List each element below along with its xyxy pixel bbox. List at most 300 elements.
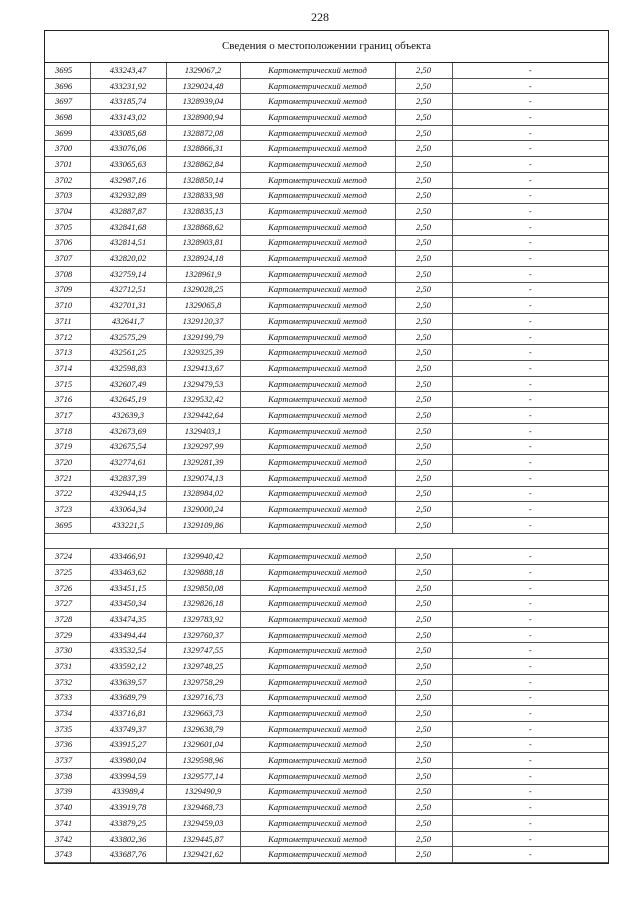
x-coordinate-cell: 433919,78 xyxy=(90,800,166,816)
table-row xyxy=(45,784,608,800)
x-coordinate-cell: 433463,62 xyxy=(90,565,166,581)
description-cell: - xyxy=(452,847,608,863)
point-number-cell: 3741 xyxy=(45,816,90,832)
x-coordinate-cell: 432944,15 xyxy=(90,486,166,502)
accuracy-cell: 2,50 xyxy=(395,361,452,377)
table-row xyxy=(45,502,608,518)
table-row xyxy=(45,266,608,282)
method-cell: Картометрический метод xyxy=(240,847,395,863)
point-number-cell: 3738 xyxy=(45,768,90,784)
accuracy-cell: 2,50 xyxy=(395,690,452,706)
description-cell: - xyxy=(452,706,608,722)
accuracy-cell: 2,50 xyxy=(395,172,452,188)
point-number-cell: 3730 xyxy=(45,643,90,659)
table-row xyxy=(45,753,608,769)
table-row xyxy=(45,172,608,188)
method-cell: Картометрический метод xyxy=(240,486,395,502)
x-coordinate-cell: 433989,4 xyxy=(90,784,166,800)
method-cell: Картометрический метод xyxy=(240,800,395,816)
y-coordinate-cell: 1329638,79 xyxy=(166,721,240,737)
y-coordinate-cell: 1329716,73 xyxy=(166,690,240,706)
table-row xyxy=(45,470,608,486)
x-coordinate-cell: 433802,36 xyxy=(90,831,166,847)
y-coordinate-cell: 1329459,03 xyxy=(166,816,240,832)
y-coordinate-cell: 1328833,98 xyxy=(166,188,240,204)
x-coordinate-cell: 432561,25 xyxy=(90,345,166,361)
x-coordinate-cell: 433716,81 xyxy=(90,706,166,722)
accuracy-cell: 2,50 xyxy=(395,110,452,126)
method-cell: Картометрический метод xyxy=(240,627,395,643)
point-number-cell: 3705 xyxy=(45,219,90,235)
y-coordinate-cell: 1329850,08 xyxy=(166,580,240,596)
table-row xyxy=(45,549,608,565)
point-number-cell: 3715 xyxy=(45,376,90,392)
x-coordinate-cell: 432837,39 xyxy=(90,470,166,486)
accuracy-cell: 2,50 xyxy=(395,486,452,502)
table-row xyxy=(45,329,608,345)
description-cell: - xyxy=(452,721,608,737)
description-cell: - xyxy=(452,690,608,706)
y-coordinate-cell: 1328924,18 xyxy=(166,251,240,267)
method-cell: Картометрический метод xyxy=(240,141,395,157)
accuracy-cell: 2,50 xyxy=(395,376,452,392)
accuracy-cell: 2,50 xyxy=(395,392,452,408)
table-row xyxy=(45,455,608,471)
y-coordinate-cell: 1329120,37 xyxy=(166,314,240,330)
separator-cell xyxy=(45,533,608,549)
table-row xyxy=(45,361,608,377)
x-coordinate-cell: 433185,74 xyxy=(90,94,166,110)
point-number-cell: 3734 xyxy=(45,706,90,722)
description-cell: - xyxy=(452,188,608,204)
point-number-cell: 3719 xyxy=(45,439,90,455)
description-cell: - xyxy=(452,125,608,141)
description-cell: - xyxy=(452,141,608,157)
method-cell: Картометрический метод xyxy=(240,329,395,345)
accuracy-cell: 2,50 xyxy=(395,298,452,314)
method-cell: Картометрический метод xyxy=(240,439,395,455)
description-cell: - xyxy=(452,502,608,518)
x-coordinate-cell: 433231,92 xyxy=(90,78,166,94)
table-row xyxy=(45,298,608,314)
method-cell: Картометрический метод xyxy=(240,596,395,612)
x-coordinate-cell: 433532,54 xyxy=(90,643,166,659)
accuracy-cell: 2,50 xyxy=(395,188,452,204)
point-number-cell: 3698 xyxy=(45,110,90,126)
description-cell: - xyxy=(452,659,608,675)
point-number-cell: 3716 xyxy=(45,392,90,408)
method-cell: Картометрический метод xyxy=(240,423,395,439)
point-number-cell: 3703 xyxy=(45,188,90,204)
x-coordinate-cell: 432598,83 xyxy=(90,361,166,377)
x-coordinate-cell: 433466,91 xyxy=(90,549,166,565)
table-row xyxy=(45,596,608,612)
x-coordinate-cell: 433064,34 xyxy=(90,502,166,518)
method-cell: Картометрический метод xyxy=(240,721,395,737)
description-cell: - xyxy=(452,329,608,345)
description-cell: - xyxy=(452,517,608,533)
method-cell: Картометрический метод xyxy=(240,690,395,706)
table-row xyxy=(45,721,608,737)
table-row xyxy=(45,110,608,126)
accuracy-cell: 2,50 xyxy=(395,423,452,439)
method-cell: Картометрический метод xyxy=(240,157,395,173)
point-number-cell: 3707 xyxy=(45,251,90,267)
accuracy-cell: 2,50 xyxy=(395,612,452,628)
table-row xyxy=(45,768,608,784)
accuracy-cell: 2,50 xyxy=(395,141,452,157)
method-cell: Картометрический метод xyxy=(240,125,395,141)
point-number-cell: 3709 xyxy=(45,282,90,298)
accuracy-cell: 2,50 xyxy=(395,596,452,612)
x-coordinate-cell: 433980,04 xyxy=(90,753,166,769)
point-number-cell: 3701 xyxy=(45,157,90,173)
table-row xyxy=(45,314,608,330)
description-cell: - xyxy=(452,94,608,110)
y-coordinate-cell: 1329413,67 xyxy=(166,361,240,377)
y-coordinate-cell: 1328868,62 xyxy=(166,219,240,235)
x-coordinate-cell: 432820,02 xyxy=(90,251,166,267)
x-coordinate-cell: 433474,35 xyxy=(90,612,166,628)
x-coordinate-cell: 433065,63 xyxy=(90,157,166,173)
point-number-cell: 3710 xyxy=(45,298,90,314)
x-coordinate-cell: 432639,3 xyxy=(90,408,166,424)
x-coordinate-cell: 432932,89 xyxy=(90,188,166,204)
y-coordinate-cell: 1329028,25 xyxy=(166,282,240,298)
table-row xyxy=(45,800,608,816)
x-coordinate-cell: 433592,12 xyxy=(90,659,166,675)
accuracy-cell: 2,50 xyxy=(395,502,452,518)
y-coordinate-cell: 1328872,08 xyxy=(166,125,240,141)
point-number-cell: 3722 xyxy=(45,486,90,502)
point-number-cell: 3729 xyxy=(45,627,90,643)
x-coordinate-cell: 433639,57 xyxy=(90,674,166,690)
accuracy-cell: 2,50 xyxy=(395,627,452,643)
y-coordinate-cell: 1329758,29 xyxy=(166,674,240,690)
method-cell: Картометрический метод xyxy=(240,110,395,126)
x-coordinate-cell: 433451,15 xyxy=(90,580,166,596)
accuracy-cell: 2,50 xyxy=(395,157,452,173)
description-cell: - xyxy=(452,219,608,235)
x-coordinate-cell: 432645,19 xyxy=(90,392,166,408)
x-coordinate-cell: 433494,44 xyxy=(90,627,166,643)
y-coordinate-cell: 1329747,55 xyxy=(166,643,240,659)
y-coordinate-cell: 1329490,9 xyxy=(166,784,240,800)
table-row xyxy=(45,423,608,439)
y-coordinate-cell: 1328900,94 xyxy=(166,110,240,126)
description-cell: - xyxy=(452,251,608,267)
method-cell: Картометрический метод xyxy=(240,565,395,581)
description-cell: - xyxy=(452,737,608,753)
y-coordinate-cell: 1329826,18 xyxy=(166,596,240,612)
table-row xyxy=(45,847,608,863)
y-coordinate-cell: 1328903,81 xyxy=(166,235,240,251)
point-number-cell: 3735 xyxy=(45,721,90,737)
method-cell: Картометрический метод xyxy=(240,612,395,628)
y-coordinate-cell: 1329601,04 xyxy=(166,737,240,753)
x-coordinate-cell: 433085,68 xyxy=(90,125,166,141)
x-coordinate-cell: 433994,59 xyxy=(90,768,166,784)
table-row xyxy=(45,376,608,392)
accuracy-cell: 2,50 xyxy=(395,643,452,659)
method-cell: Картометрический метод xyxy=(240,314,395,330)
point-number-cell: 3743 xyxy=(45,847,90,863)
accuracy-cell: 2,50 xyxy=(395,78,452,94)
y-coordinate-cell: 1329199,79 xyxy=(166,329,240,345)
y-coordinate-cell: 1329000,24 xyxy=(166,502,240,518)
method-cell: Картометрический метод xyxy=(240,455,395,471)
y-coordinate-cell: 1328862,84 xyxy=(166,157,240,173)
table-row xyxy=(45,63,608,78)
point-number-cell: 3742 xyxy=(45,831,90,847)
point-number-cell: 3720 xyxy=(45,455,90,471)
y-coordinate-cell: 1328866,31 xyxy=(166,141,240,157)
description-cell: - xyxy=(452,110,608,126)
accuracy-cell: 2,50 xyxy=(395,329,452,345)
description-cell: - xyxy=(452,376,608,392)
accuracy-cell: 2,50 xyxy=(395,63,452,78)
description-cell: - xyxy=(452,486,608,502)
table-row xyxy=(45,282,608,298)
description-cell: - xyxy=(452,800,608,816)
boundary-table-sheet xyxy=(44,30,609,864)
table-row xyxy=(45,141,608,157)
table-row xyxy=(45,78,608,94)
description-cell: - xyxy=(452,408,608,424)
accuracy-cell: 2,50 xyxy=(395,706,452,722)
method-cell: Картометрический метод xyxy=(240,188,395,204)
point-number-cell: 3721 xyxy=(45,470,90,486)
point-number-cell: 3702 xyxy=(45,172,90,188)
description-cell: - xyxy=(452,674,608,690)
accuracy-cell: 2,50 xyxy=(395,455,452,471)
accuracy-cell: 2,50 xyxy=(395,816,452,832)
method-cell: Картометрический метод xyxy=(240,251,395,267)
method-cell: Картометрический метод xyxy=(240,219,395,235)
method-cell: Картометрический метод xyxy=(240,816,395,832)
accuracy-cell: 2,50 xyxy=(395,674,452,690)
x-coordinate-cell: 432701,31 xyxy=(90,298,166,314)
y-coordinate-cell: 1329403,1 xyxy=(166,423,240,439)
description-cell: - xyxy=(452,455,608,471)
method-cell: Картометрический метод xyxy=(240,204,395,220)
accuracy-cell: 2,50 xyxy=(395,800,452,816)
description-cell: - xyxy=(452,157,608,173)
coordinates-table xyxy=(45,63,608,863)
description-cell: - xyxy=(452,63,608,78)
method-cell: Картометрический метод xyxy=(240,94,395,110)
y-coordinate-cell: 1328984,02 xyxy=(166,486,240,502)
description-cell: - xyxy=(452,643,608,659)
point-number-cell: 3733 xyxy=(45,690,90,706)
y-coordinate-cell: 1329748,25 xyxy=(166,659,240,675)
y-coordinate-cell: 1329421,62 xyxy=(166,847,240,863)
method-cell: Картометрический метод xyxy=(240,361,395,377)
method-cell: Картометрический метод xyxy=(240,674,395,690)
accuracy-cell: 2,50 xyxy=(395,549,452,565)
method-cell: Картометрический метод xyxy=(240,376,395,392)
description-cell: - xyxy=(452,204,608,220)
point-number-cell: 3695 xyxy=(45,63,90,78)
y-coordinate-cell: 1329479,53 xyxy=(166,376,240,392)
y-coordinate-cell: 1329325,39 xyxy=(166,345,240,361)
point-number-cell: 3736 xyxy=(45,737,90,753)
method-cell: Картометрический метод xyxy=(240,643,395,659)
table-row xyxy=(45,94,608,110)
description-cell: - xyxy=(452,612,608,628)
method-cell: Картометрический метод xyxy=(240,235,395,251)
y-coordinate-cell: 1329532,42 xyxy=(166,392,240,408)
accuracy-cell: 2,50 xyxy=(395,517,452,533)
x-coordinate-cell: 433689,79 xyxy=(90,690,166,706)
description-cell: - xyxy=(452,423,608,439)
x-coordinate-cell: 432675,54 xyxy=(90,439,166,455)
x-coordinate-cell: 433076,06 xyxy=(90,141,166,157)
accuracy-cell: 2,50 xyxy=(395,565,452,581)
accuracy-cell: 2,50 xyxy=(395,439,452,455)
point-number-cell: 3704 xyxy=(45,204,90,220)
description-cell: - xyxy=(452,565,608,581)
x-coordinate-cell: 432575,29 xyxy=(90,329,166,345)
x-coordinate-cell: 433243,47 xyxy=(90,63,166,78)
method-cell: Картометрический метод xyxy=(240,408,395,424)
x-coordinate-cell: 433915,27 xyxy=(90,737,166,753)
table-row xyxy=(45,643,608,659)
x-coordinate-cell: 432774,61 xyxy=(90,455,166,471)
table-row xyxy=(45,251,608,267)
table-row xyxy=(45,612,608,628)
table-row xyxy=(45,659,608,675)
table-row xyxy=(45,439,608,455)
table-row xyxy=(45,219,608,235)
accuracy-cell: 2,50 xyxy=(395,847,452,863)
method-cell: Картометрический метод xyxy=(240,470,395,486)
accuracy-cell: 2,50 xyxy=(395,219,452,235)
point-number-cell: 3697 xyxy=(45,94,90,110)
table-row xyxy=(45,831,608,847)
contour-separator-row xyxy=(45,533,608,549)
table-row xyxy=(45,486,608,502)
description-cell: - xyxy=(452,282,608,298)
x-coordinate-cell: 432814,51 xyxy=(90,235,166,251)
y-coordinate-cell: 1329760,37 xyxy=(166,627,240,643)
method-cell: Картометрический метод xyxy=(240,298,395,314)
accuracy-cell: 2,50 xyxy=(395,266,452,282)
y-coordinate-cell: 1329940,42 xyxy=(166,549,240,565)
description-cell: - xyxy=(452,345,608,361)
method-cell: Картометрический метод xyxy=(240,753,395,769)
point-number-cell: 3723 xyxy=(45,502,90,518)
table-row xyxy=(45,565,608,581)
point-number-cell: 3739 xyxy=(45,784,90,800)
point-number-cell: 3717 xyxy=(45,408,90,424)
description-cell: - xyxy=(452,549,608,565)
y-coordinate-cell: 1329783,92 xyxy=(166,612,240,628)
y-coordinate-cell: 1329598,96 xyxy=(166,753,240,769)
accuracy-cell: 2,50 xyxy=(395,125,452,141)
y-coordinate-cell: 1329074,13 xyxy=(166,470,240,486)
point-number-cell: 3737 xyxy=(45,753,90,769)
y-coordinate-cell: 1329065,8 xyxy=(166,298,240,314)
method-cell: Картометрический метод xyxy=(240,345,395,361)
method-cell: Картометрический метод xyxy=(240,706,395,722)
method-cell: Картометрический метод xyxy=(240,784,395,800)
description-cell: - xyxy=(452,580,608,596)
description-cell: - xyxy=(452,831,608,847)
y-coordinate-cell: 1329297,99 xyxy=(166,439,240,455)
method-cell: Картометрический метод xyxy=(240,78,395,94)
point-number-cell: 3732 xyxy=(45,674,90,690)
y-coordinate-cell: 1329888,18 xyxy=(166,565,240,581)
description-cell: - xyxy=(452,784,608,800)
x-coordinate-cell: 433687,76 xyxy=(90,847,166,863)
y-coordinate-cell: 1329067,2 xyxy=(166,63,240,78)
x-coordinate-cell: 432712,51 xyxy=(90,282,166,298)
point-number-cell: 3696 xyxy=(45,78,90,94)
y-coordinate-cell: 1329442,64 xyxy=(166,408,240,424)
description-cell: - xyxy=(452,816,608,832)
method-cell: Картометрический метод xyxy=(240,517,395,533)
x-coordinate-cell: 432841,68 xyxy=(90,219,166,235)
method-cell: Картометрический метод xyxy=(240,580,395,596)
point-number-cell: 3706 xyxy=(45,235,90,251)
description-cell: - xyxy=(452,298,608,314)
description-cell: - xyxy=(452,439,608,455)
y-coordinate-cell: 1328961,9 xyxy=(166,266,240,282)
table-row xyxy=(45,580,608,596)
description-cell: - xyxy=(452,172,608,188)
y-coordinate-cell: 1329024,48 xyxy=(166,78,240,94)
y-coordinate-cell: 1329468,73 xyxy=(166,800,240,816)
point-number-cell: 3728 xyxy=(45,612,90,628)
coordinates-table-body xyxy=(45,63,608,863)
table-row xyxy=(45,204,608,220)
point-number-cell: 3725 xyxy=(45,565,90,581)
x-coordinate-cell: 432607,49 xyxy=(90,376,166,392)
y-coordinate-cell: 1329281,39 xyxy=(166,455,240,471)
table-caption: Сведения о местоположении границ объекта xyxy=(45,31,608,63)
table-row xyxy=(45,737,608,753)
y-coordinate-cell: 1329577,14 xyxy=(166,768,240,784)
method-cell: Картометрический метод xyxy=(240,502,395,518)
x-coordinate-cell: 433143,02 xyxy=(90,110,166,126)
accuracy-cell: 2,50 xyxy=(395,784,452,800)
table-row xyxy=(45,674,608,690)
description-cell: - xyxy=(452,266,608,282)
method-cell: Картометрический метод xyxy=(240,549,395,565)
x-coordinate-cell: 433879,25 xyxy=(90,816,166,832)
x-coordinate-cell: 432641,7 xyxy=(90,314,166,330)
description-cell: - xyxy=(452,596,608,612)
description-cell: - xyxy=(452,470,608,486)
point-number-cell: 3724 xyxy=(45,549,90,565)
method-cell: Картометрический метод xyxy=(240,63,395,78)
point-number-cell: 3726 xyxy=(45,580,90,596)
accuracy-cell: 2,50 xyxy=(395,659,452,675)
method-cell: Картометрический метод xyxy=(240,659,395,675)
table-row xyxy=(45,188,608,204)
method-cell: Картометрический метод xyxy=(240,172,395,188)
y-coordinate-cell: 1329109,86 xyxy=(166,517,240,533)
point-number-cell: 3699 xyxy=(45,125,90,141)
table-row xyxy=(45,816,608,832)
accuracy-cell: 2,50 xyxy=(395,408,452,424)
table-row xyxy=(45,235,608,251)
description-cell: - xyxy=(452,753,608,769)
description-cell: - xyxy=(452,768,608,784)
point-number-cell: 3712 xyxy=(45,329,90,345)
accuracy-cell: 2,50 xyxy=(395,204,452,220)
